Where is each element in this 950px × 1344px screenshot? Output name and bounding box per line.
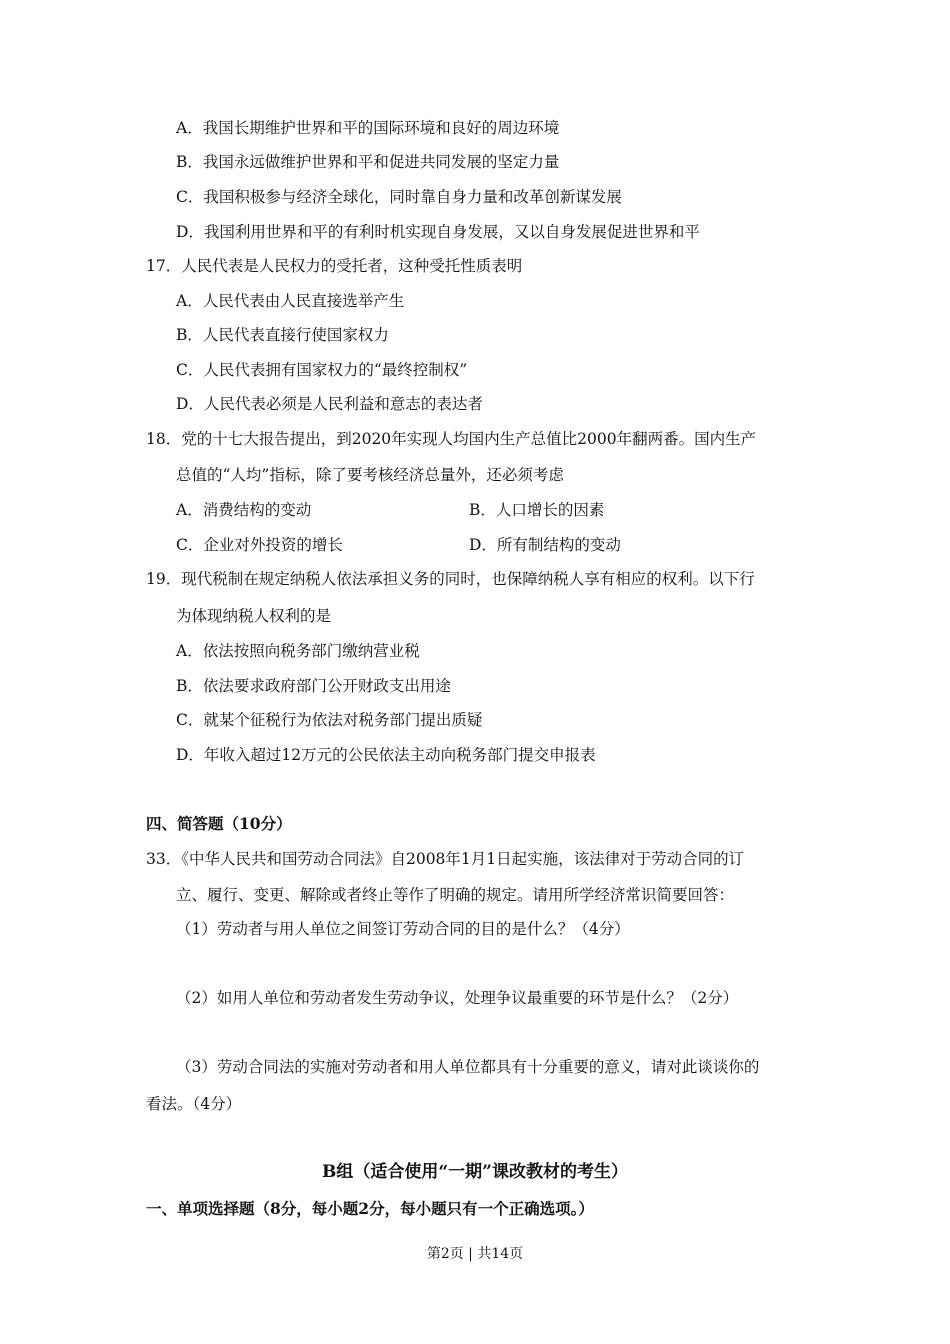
q16-option-d: D．我国利用世界和平的有利时机实现自身发展，又以自身发展促进世界和平 xyxy=(176,223,700,241)
q18-option-b: B．人口增长的因素 xyxy=(469,501,605,519)
q33-sub2: （2）如用人单位和劳动者发生劳动争议，处理争议最重要的环节是什么？（2分） xyxy=(176,989,739,1007)
q19-stem-line2: 为体现纳税人权利的是 xyxy=(176,607,332,625)
q16-option-b: B．我国永远做维护世界和平和促进共同发展的坚定力量 xyxy=(176,153,560,171)
q17-option-a: A．人民代表由人民直接选举产生 xyxy=(176,292,405,310)
q18-stem-line1: 18．党的十七大报告提出，到2020年实现人均国内生产总值比2000年翻两番。国内生产 xyxy=(146,430,757,448)
section4-heading: 四、简答题（10分） xyxy=(146,814,292,833)
q17-option-b: B．人民代表直接行使国家权力 xyxy=(176,326,389,344)
group-b-title: B组（适合使用“一期”课改教材的考生） xyxy=(322,1162,628,1182)
q17-option-c: C．人民代表拥有国家权力的“最终控制权” xyxy=(176,361,468,379)
q18-option-a: A．消费结构的变动 xyxy=(176,501,312,519)
q18-option-d: D．所有制结构的变动 xyxy=(469,536,621,554)
q33-sub1: （1）劳动者与用人单位之间签订劳动合同的目的是什么？（4分） xyxy=(176,920,630,938)
q33-stem-line1: 33．《中华人民共和国劳动合同法》自2008年1月1日起实施，该法律对于劳动合同的订 xyxy=(146,850,745,868)
q18-stem-line2: 总值的“人均”指标，除了要考核经济总量外，还必须考虑 xyxy=(176,466,564,484)
q17-stem: 17．人民代表是人民权力的受托者，这种受托性质表明 xyxy=(146,257,523,275)
page-footer: 第2页 | 共14页 xyxy=(426,1246,524,1262)
q16-option-a: A．我国长期维护世界和平的国际环境和良好的周边环境 xyxy=(176,119,560,137)
q16-option-c: C．我国积极参与经济全球化，同时靠自身力量和改革创新谋发展 xyxy=(176,188,622,206)
q19-stem-line1: 19．现代税制在规定纳税人依法承担义务的同时，也保障纳税人享有相应的权利。以下行 xyxy=(146,570,755,588)
group-b-section1-heading: 一、单项选择题（8分，每小题2分，每小题只有一个正确选项。） xyxy=(146,1199,594,1218)
q19-option-c: C．就某个征税行为依法对税务部门提出质疑 xyxy=(176,711,483,729)
q18-option-c: C．企业对外投资的增长 xyxy=(176,536,343,554)
q33-sub3-line2: 看法。（4分） xyxy=(146,1095,242,1113)
q19-option-d: D．年收入超过12万元的公民依法主动向税务部门提交申报表 xyxy=(176,746,596,764)
q33-sub3-line1: （3）劳动合同法的实施对劳动者和用人单位都具有十分重要的意义，请对此谈谈你的 xyxy=(176,1058,760,1076)
q19-option-b: B．依法要求政府部门公开财政支出用途 xyxy=(176,677,451,695)
q33-stem-line2: 立、履行、变更、解除或者终止等作了明确的规定。请用所学经济常识简要回答： xyxy=(176,886,735,904)
q17-option-d: D．人民代表必须是人民利益和意志的表达者 xyxy=(176,395,483,413)
q19-option-a: A．依法按照向税务部门缴纳营业税 xyxy=(176,642,420,660)
